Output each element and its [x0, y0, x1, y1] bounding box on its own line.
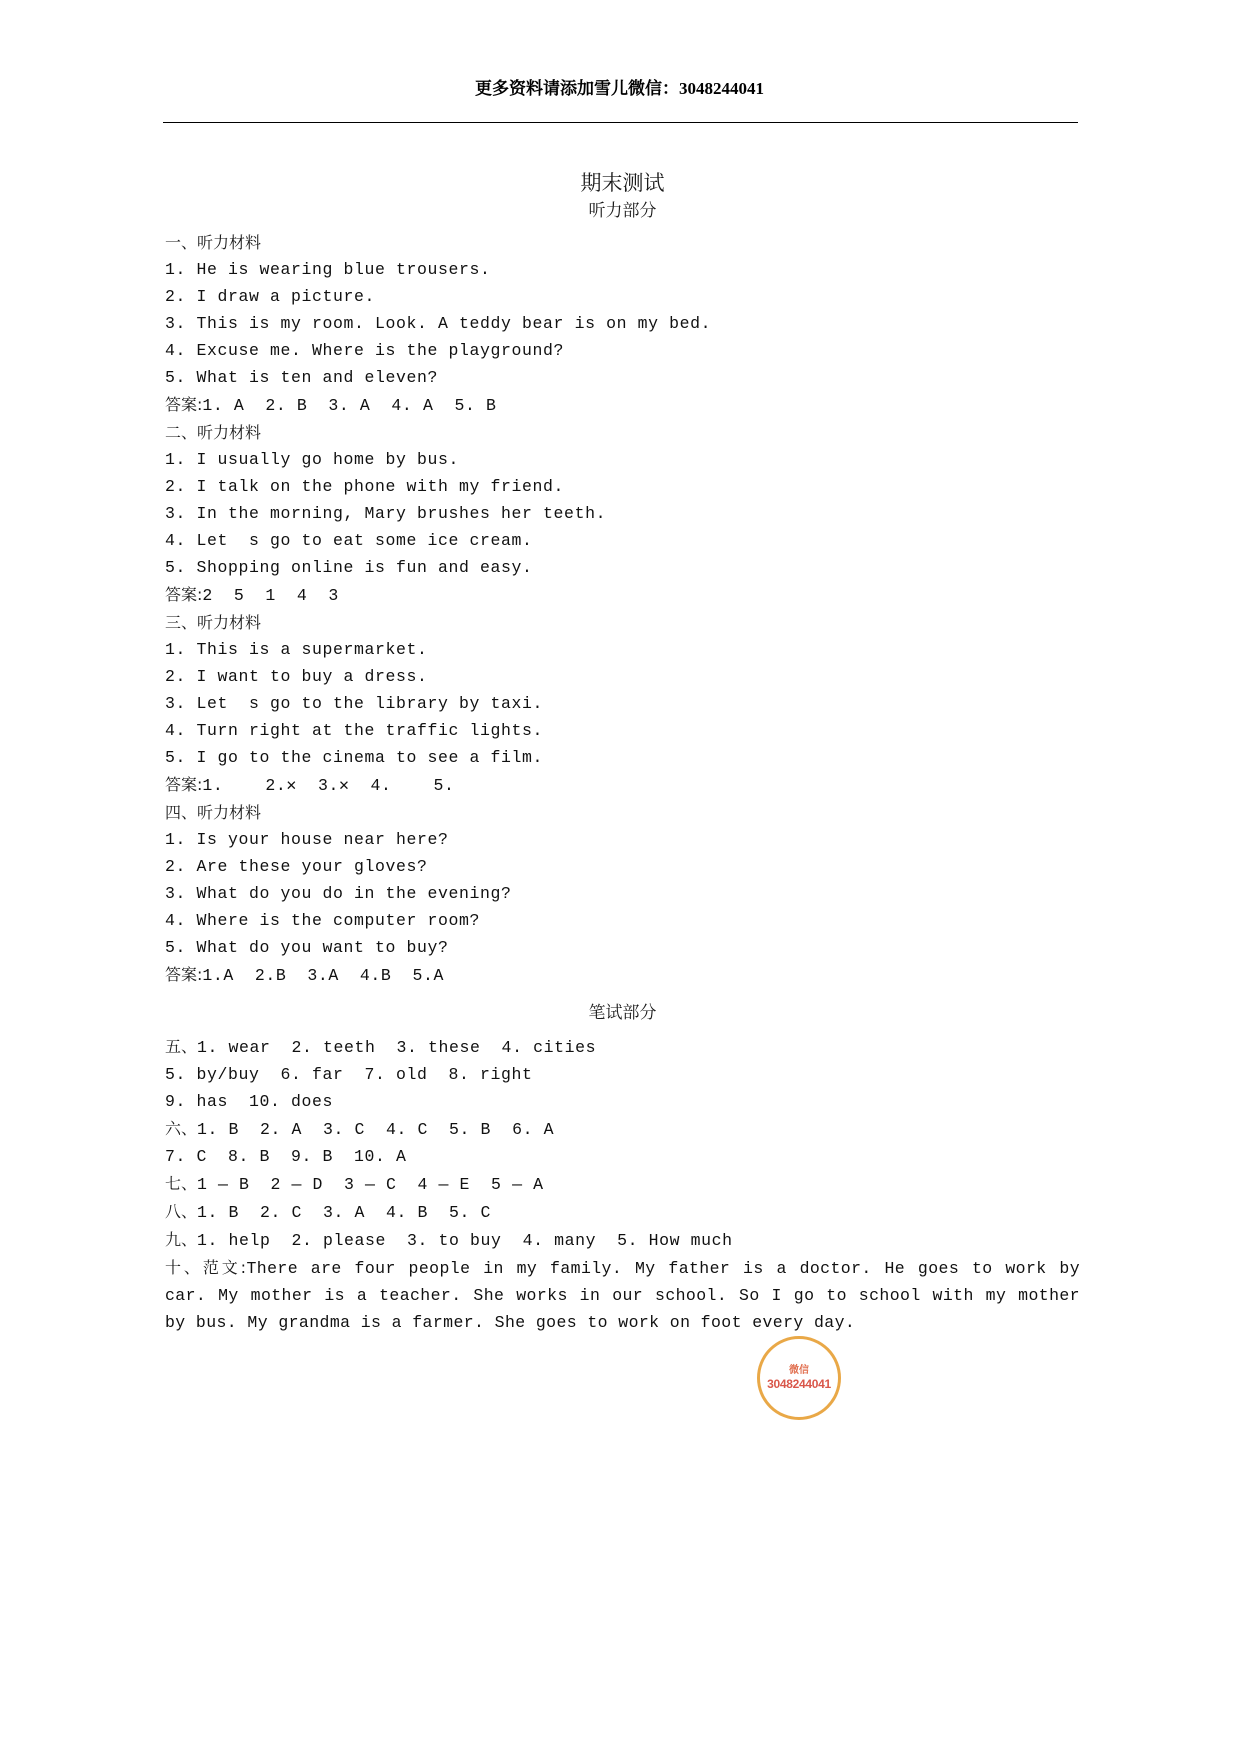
written-answer-row — [165, 1115, 1080, 1143]
listening-item: 5. Shopping online is fun and easy. — [165, 558, 533, 577]
section-heading-4: 四、听力材料 — [165, 803, 262, 822]
answer-row — [165, 771, 1080, 799]
answer-label: 答案: — [165, 395, 203, 414]
wechat-watermark-badge — [757, 1336, 841, 1420]
answer-value: 1.A 2.B 3.A 4.B 5.A — [202, 966, 444, 985]
answer-value: 2 5 1 4 3 — [202, 586, 339, 605]
listening-item: 5. What do you want to buy? — [165, 938, 449, 957]
written-answer-row — [165, 1198, 1080, 1226]
written-answer-value: 1. wear 2. teeth 3. these 4. cities — [197, 1038, 597, 1057]
essay-label: 范文: — [202, 1258, 247, 1277]
answer-row — [165, 391, 1080, 419]
listening-item: 2. I want to buy a dress. — [165, 667, 428, 686]
essay-text: There are four people in my family. My father is a doctor. He goes to work by car. My mother is a teacher. She works in our school. So I go to school with my mother by bus. My grandma is a farmer. She goes to work on foot every day. — [165, 1259, 1080, 1332]
section-heading-3: 三、听力材料 — [165, 613, 262, 632]
watermark-ring-icon — [757, 1336, 841, 1420]
listening-item: 2. I draw a picture. — [165, 287, 376, 306]
page-title: 期末测试 — [580, 171, 665, 195]
written-answer-row — [165, 1033, 1080, 1061]
answer-label: 答案: — [165, 585, 203, 604]
listening-item: 3. What do you do in the evening? — [165, 884, 512, 903]
answer-value: 1. A 2. B 3. A 4. A 5. B — [202, 396, 497, 415]
written-answer-value: 1. B 2. C 3. A 4. B 5. C — [197, 1203, 492, 1222]
written-answer-value: 9. has 10. does — [165, 1092, 334, 1111]
written-answer-number: 七、 — [165, 1174, 198, 1193]
watermark-number: 3048244041 — [767, 1377, 831, 1391]
written-answer-value: 5. by/buy 6. far 7. old 8. right — [165, 1065, 533, 1084]
header-wechat-number: 3048244041 — [679, 79, 764, 98]
written-answer-value: 1. help 2. please 3. to buy 4. many 5. How much — [197, 1231, 733, 1250]
listening-item: 1. He is wearing blue trousers. — [165, 260, 491, 279]
essay-number: 十、 — [165, 1258, 203, 1277]
listening-item: 3. This is my room. Look. A teddy bear is on my bed. — [165, 314, 712, 333]
written-answer-value: 7. C 8. B 9. B 10. A — [165, 1147, 407, 1166]
written-answer-value: 1. B 2. A 3. C 4. C 5. B 6. A — [197, 1120, 555, 1139]
listening-item: 1. This is a supermarket. — [165, 640, 428, 659]
listening-item: 4. Let s go to eat some ice cream. — [165, 531, 533, 550]
header-divider — [163, 122, 1078, 123]
written-answer-number: 九、 — [165, 1230, 198, 1249]
watermark-label: 微信 — [789, 1365, 809, 1376]
listening-item: 2. I talk on the phone with my friend. — [165, 477, 565, 496]
listening-item: 5. I go to the cinema to see a film. — [165, 748, 544, 767]
answer-label: 答案: — [165, 775, 203, 794]
listening-item: 5. What is ten and eleven? — [165, 368, 439, 387]
written-section-title: 笔试部分 — [588, 1003, 657, 1023]
answer-row — [165, 961, 1080, 989]
listening-item: 4. Excuse me. Where is the playground? — [165, 341, 565, 360]
header-promo-text: 更多资料请添加雪儿微信： — [475, 79, 679, 99]
listening-item: 1. I usually go home by bus. — [165, 450, 460, 469]
listening-item: 2. Are these your gloves? — [165, 857, 428, 876]
listening-item: 4. Where is the computer room? — [165, 911, 481, 930]
answer-label: 答案: — [165, 965, 203, 984]
page-header — [0, 74, 1239, 99]
watermark-inner — [764, 1343, 834, 1413]
written-answer-value: 1 — B 2 — D 3 — C 4 — E 5 — A — [197, 1175, 544, 1194]
written-answer-number: 五、 — [165, 1037, 198, 1056]
listening-item: 3. Let s go to the library by taxi. — [165, 694, 544, 713]
answer-row — [165, 581, 1080, 609]
listening-section-title: 听力部分 — [588, 201, 657, 221]
section-heading-2: 二、听力材料 — [165, 423, 262, 442]
written-answer-row — [165, 1170, 1080, 1198]
written-answer-number: 八、 — [165, 1202, 198, 1221]
section-heading-1: 一、听力材料 — [165, 233, 262, 252]
written-answer-number: 六、 — [165, 1119, 198, 1138]
listening-item: 3. In the morning, Mary brushes her teeth. — [165, 504, 607, 523]
essay-answer-row — [165, 1254, 1080, 1336]
listening-item: 1. Is your house near here? — [165, 830, 449, 849]
document-body — [165, 168, 1080, 1336]
listening-item: 4. Turn right at the traffic lights. — [165, 721, 544, 740]
written-answer-row — [165, 1226, 1080, 1254]
answer-value: 1. 2.✕ 3.✕ 4. 5. — [202, 776, 455, 795]
